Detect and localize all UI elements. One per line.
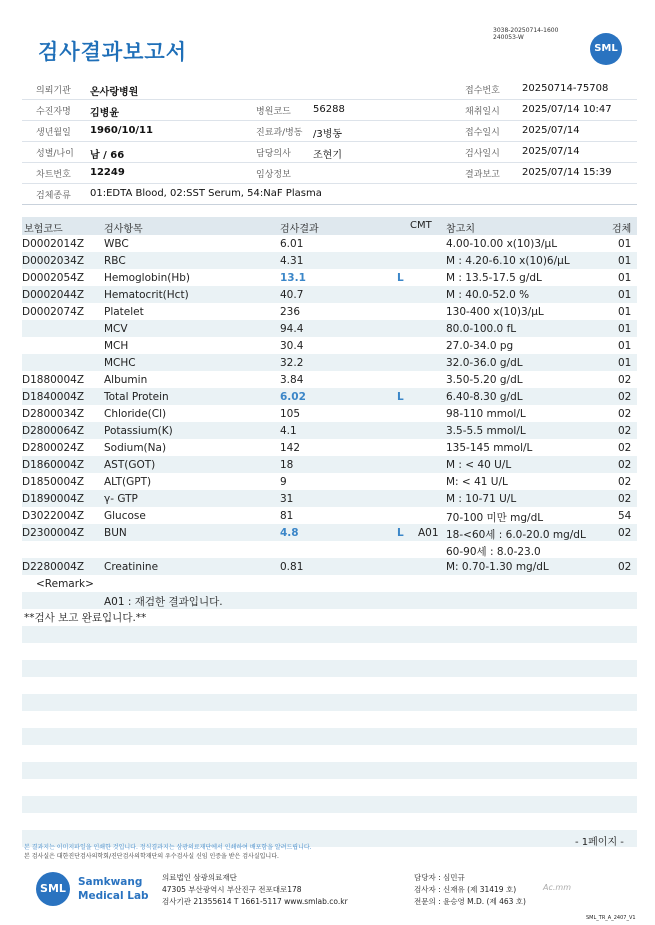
info-row-3: 생년월일 1960/10/11 진료과/병동 /3병동 접수일시 2025/07/14 <box>22 121 637 142</box>
cell-ref: 32.0-36.0 g/dL <box>446 357 523 369</box>
cell-code: D2800024Z <box>22 442 85 454</box>
cell-spec: 01 <box>618 306 632 318</box>
cell-ref: M : < 40 U/L <box>446 459 512 471</box>
cell-code: D0002034Z <box>22 255 85 267</box>
footnote-1: 본 결과지는 이미지파일을 인쇄한 것입니다. 정식결과지는 삼광의료재단에서 인쇄하여 배포함을 알려드립니다. <box>24 844 312 851</box>
cell-result: 6.01 <box>280 238 304 250</box>
cell-item: BUN <box>104 527 127 539</box>
cell-result: 30.4 <box>280 340 304 352</box>
cell-item: AST(GOT) <box>104 459 156 471</box>
cell-ref: M : 10-71 U/L <box>446 493 517 505</box>
cell-result: 3.84 <box>280 374 304 386</box>
page-indicator: - 1페이지 - <box>575 837 624 848</box>
cell-code: D2800064Z <box>22 425 85 437</box>
cell-item: Sodium(Na) <box>104 442 167 454</box>
cell-spec: 01 <box>618 323 632 335</box>
cell-item: ALT(GPT) <box>104 476 152 488</box>
cell-flag: L <box>397 527 404 539</box>
table-row <box>22 303 637 320</box>
patient-name: 김병윤 <box>90 108 119 119</box>
cell-item: MCHC <box>104 357 136 369</box>
table-row <box>22 473 637 490</box>
cell-spec: 02 <box>618 476 632 488</box>
cell-item: Potassium(K) <box>104 425 173 437</box>
cell-result: 18 <box>280 459 294 471</box>
table-row <box>22 422 637 439</box>
brand-line-1: Samkwang <box>78 876 143 888</box>
info-row-4: 성별/나이 남 / 66 담당의사 조현기 검사일시 2025/07/14 <box>22 142 637 163</box>
cell-code: D1880004Z <box>22 374 85 386</box>
cell-result: 9 <box>280 476 287 488</box>
cell-result: 4.8 <box>280 527 299 539</box>
cell-spec: 02 <box>618 425 632 437</box>
table-row <box>22 524 637 541</box>
cell-result: 40.7 <box>280 289 304 301</box>
cell-cmt: A01 <box>418 527 439 539</box>
cell-ref: 18-<60세 : 6.0-20.0 mg/dL <box>446 529 586 541</box>
info-row-1: 의뢰기관 온사랑병원 접수번호 20250714-75708 <box>22 79 637 100</box>
cell-item: MCH <box>104 340 129 352</box>
cell-ref: 98-110 mmol/L <box>446 408 526 420</box>
cell-spec: 02 <box>618 527 632 539</box>
cell-code: D1860004Z <box>22 459 85 471</box>
cell-spec: 02 <box>618 493 632 505</box>
table-row: D2280004Z Creatinine 0.81 M: 0.70-1.30 mg/dL 02 <box>22 558 637 575</box>
table-row <box>22 405 637 422</box>
cell-item: MCV <box>104 323 128 335</box>
cell-spec: 02 <box>618 374 632 386</box>
table-row <box>22 456 637 473</box>
cell-spec: 02 <box>618 459 632 471</box>
cell-result: 236 <box>280 306 301 318</box>
cell-code: D0002014Z <box>22 238 85 250</box>
cell-result: 105 <box>280 408 301 420</box>
info-row-6: 검체종류 01:EDTA Blood, 02:SST Serum, 54:NaF Plasma <box>22 184 637 205</box>
footnote-2: 본 검사실은 대한진단검사의학회/진단검사의학재단의 우수검사실 신임 인증을 받은 검사실입니다. <box>24 853 279 860</box>
cell-result: 4.1 <box>280 425 297 437</box>
cell-spec: 01 <box>618 340 632 352</box>
signature: Ac.mm <box>543 883 571 892</box>
cell-ref: 130-400 x(10)3/μL <box>446 306 544 318</box>
dob: 1960/10/11 <box>90 125 153 136</box>
cell-result: 13.1 <box>280 272 306 284</box>
cell-ref: 70-100 미만 mg/dL <box>446 512 544 524</box>
bun-ref-continuation: 60-90세 : 8.0-23.0 <box>446 546 541 558</box>
cell-ref: M: < 41 U/L <box>446 476 508 488</box>
cell-item: Total Protein <box>104 391 169 403</box>
sml-logo-icon: SML <box>590 33 622 65</box>
table-row <box>22 388 637 405</box>
cell-ref: 6.40-8.30 g/dL <box>446 391 523 403</box>
info-row-5: 차트번호 12249 임상정보 결과보고 2025/07/14 15:39 <box>22 163 637 184</box>
cell-spec: 02 <box>618 442 632 454</box>
table-row <box>22 269 637 286</box>
cell-code: D0002074Z <box>22 306 85 318</box>
cell-code: D2800034Z <box>22 408 85 420</box>
table-row <box>22 354 637 371</box>
cell-spec: 01 <box>618 238 632 250</box>
cell-item: Hemoglobin(Hb) <box>104 272 191 284</box>
cell-ref: M : 4.20-6.10 x(10)6/μL <box>446 255 570 267</box>
remark-line: A01 : 재검한 결과입니다. <box>104 596 223 608</box>
cell-item: Glucose <box>104 510 146 522</box>
table-row <box>22 490 637 507</box>
cell-result: 31 <box>280 493 294 505</box>
footer-address: 47305 부산광역시 부산진구 전포대로178 <box>162 885 302 894</box>
institution: 온사랑병원 <box>90 87 139 98</box>
footer-contact: 검사기관 21355614 T 1661-5117 www.smlab.co.kr <box>162 897 348 906</box>
table-row <box>22 235 637 252</box>
cell-flag: L <box>397 391 404 403</box>
cell-result: 142 <box>280 442 301 454</box>
footer-org: 의료법인 삼광의료재단 <box>162 873 237 882</box>
cell-result: 81 <box>280 510 294 522</box>
cell-spec: 01 <box>618 357 632 369</box>
specimen-types: 01:EDTA Blood, 02:SST Serum, 54:NaF Plasma <box>90 188 322 199</box>
results-table-header: 보험코드 검사항목 검사결과 CMT 참고치 검체 <box>22 217 637 235</box>
cell-ref: M : 13.5-17.5 g/dL <box>446 272 542 284</box>
cell-ref: 27.0-34.0 pg <box>446 340 514 352</box>
table-row <box>22 286 637 303</box>
page-title: 검사결과보고서 <box>38 40 188 64</box>
table-row <box>22 337 637 354</box>
cell-ref: 4.00-10.00 x(10)3/μL <box>446 238 558 250</box>
table-row <box>22 252 637 269</box>
footer-staff-2: 검사자 : 신재유 (제 31419 호) <box>414 885 517 894</box>
cell-spec: 02 <box>618 408 632 420</box>
cell-code: D1890004Z <box>22 493 85 505</box>
cell-item: Platelet <box>104 306 144 318</box>
cell-result: 32.2 <box>280 357 304 369</box>
cell-ref: 3.50-5.20 g/dL <box>446 374 523 386</box>
cell-result: 6.02 <box>280 391 306 403</box>
cell-item: WBC <box>104 238 129 250</box>
cell-code: D0002044Z <box>22 289 85 301</box>
cell-ref: 80.0-100.0 fL <box>446 323 517 335</box>
cell-spec: 54 <box>618 510 632 522</box>
cell-item: Albumin <box>104 374 148 386</box>
cell-code: D3022004Z <box>22 510 85 522</box>
cell-item: Hematocrit(Hct) <box>104 289 189 301</box>
cell-code: D1850004Z <box>22 476 85 488</box>
info-row-2: 수진자명 김병윤 병원코드 56288 채취일시 2025/07/14 10:47 <box>22 100 637 121</box>
cell-ref: M : 40.0-52.0 % <box>446 289 530 301</box>
receipt-no: 20250714-75708 <box>522 83 609 94</box>
chart-no: 12249 <box>90 167 125 178</box>
cell-code: D1840004Z <box>22 391 85 403</box>
cell-spec: 01 <box>618 255 632 267</box>
document-id: 3038-20250714-1600 240053-W <box>493 27 559 41</box>
cell-item: γ- GTP <box>104 493 138 505</box>
cell-spec: 02 <box>618 391 632 403</box>
cell-ref: 135-145 mmol/L <box>446 442 533 454</box>
remark-header: <Remark> <box>36 578 94 590</box>
form-code: SML_TR_A_2407_V1 <box>586 915 636 921</box>
table-row <box>22 439 637 456</box>
cell-flag: L <box>397 272 404 284</box>
cell-ref: 3.5-5.5 mmol/L <box>446 425 526 437</box>
report-complete: **검사 보고 완료입니다.** <box>24 612 147 624</box>
cell-spec: 01 <box>618 289 632 301</box>
table-row <box>22 507 637 524</box>
cell-result: 4.31 <box>280 255 304 267</box>
cell-result: 94.4 <box>280 323 304 335</box>
cell-item: RBC <box>104 255 126 267</box>
table-row <box>22 371 637 388</box>
table-row <box>22 320 637 337</box>
cell-spec: 01 <box>618 272 632 284</box>
cell-item: Chloride(Cl) <box>104 408 167 420</box>
cell-code: D0002054Z <box>22 272 85 284</box>
footer-staff-1: 담당자 : 심민규 <box>414 873 465 882</box>
footer-staff-3: 전문의 : 윤승영 M.D. (제 463 호) <box>414 897 526 906</box>
sml-footer-logo-icon: SML <box>36 872 70 906</box>
sex-age: 남 / 66 <box>90 150 125 161</box>
brand-line-2: Medical Lab <box>78 890 149 902</box>
cell-code: D2300004Z <box>22 527 85 539</box>
